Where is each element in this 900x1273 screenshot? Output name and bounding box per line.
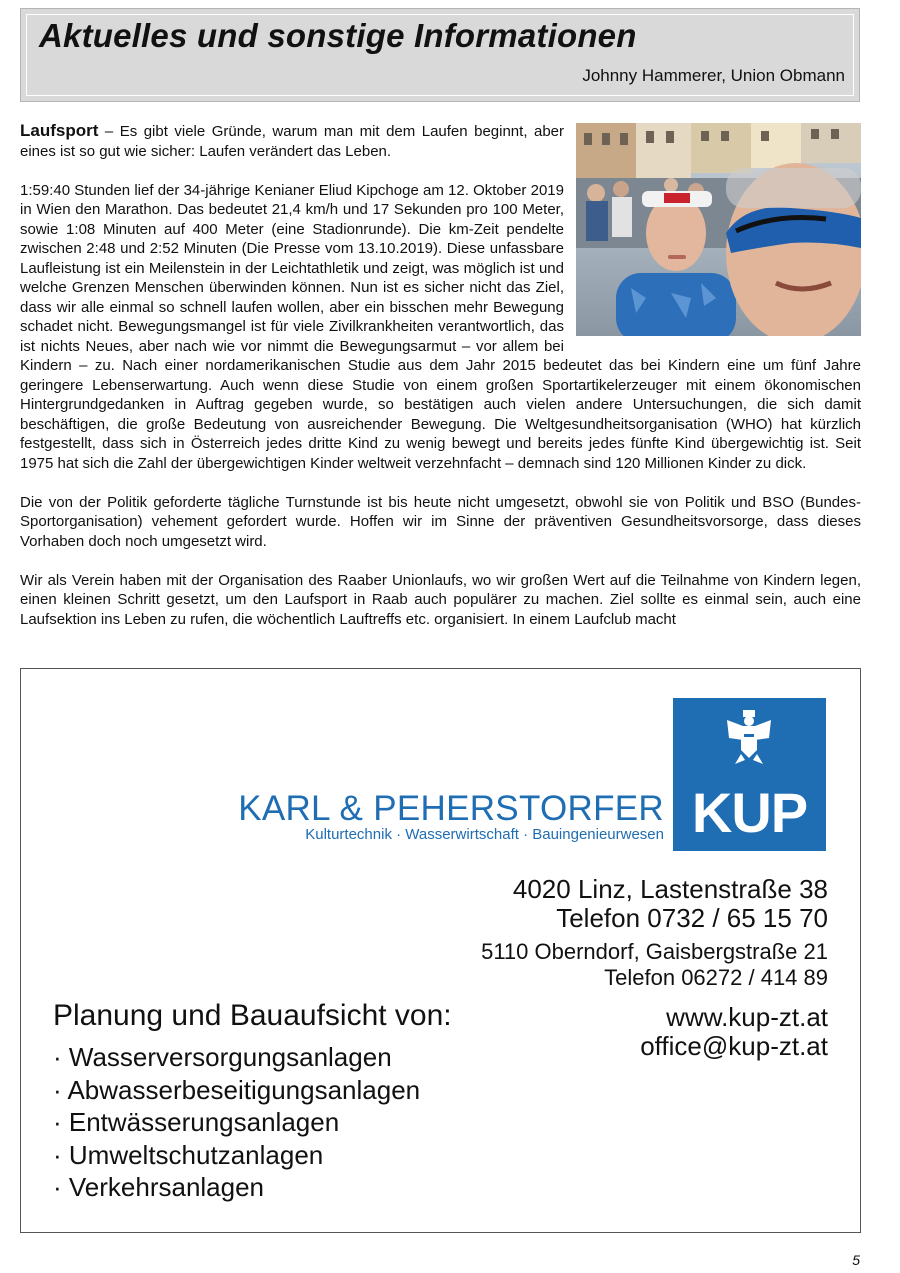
kup-logo xyxy=(673,698,826,851)
service-item: · Wasserversorgungsanlagen xyxy=(53,1042,392,1072)
header-banner xyxy=(20,8,860,102)
website-link[interactable]: www.kup-zt.at xyxy=(666,1002,828,1032)
services-list xyxy=(53,1041,420,1204)
austrian-eagle-icon xyxy=(723,710,775,766)
lead-word: Laufsport xyxy=(20,121,99,140)
author-line: Johnny Hammerer, Union Obmann xyxy=(582,66,845,85)
services-title: Planung und Bauaufsicht von: xyxy=(53,999,452,1032)
service-item: · Umweltschutzanlagen xyxy=(53,1139,324,1170)
marathon-selfie-photo xyxy=(576,123,861,336)
address-oberndorf: 5110 Oberndorf, Gaisbergstraße 21 xyxy=(481,939,828,964)
photo-illustration xyxy=(576,123,861,336)
article-paragraph-2: Die von der Politik geforderte tägliche Turnstunde ist bis heute nicht umgesetzt, obwohl sie von Politik und BSO (Bundes-Sportorganisation) vehement gefordert wurde. Hoffen wir im Sinne der präventiven Gesundheitsvorsorge, dass dieses Vorhaben doch noch umgesetzt wird. xyxy=(20,493,861,550)
kup-advertisement xyxy=(20,668,861,1233)
intro-text: – Es gibt viele Gründe, warum man mit dem Laufen beginnt, aber eines ist so gut wie sicher: Laufen verändert das Leben. xyxy=(20,123,564,160)
article-paragraph-3: Wir als Verein haben mit der Organisation des Raaber Unionlaufs, wo wir großen Wert auf die Teilnahme von Kindern legen, einen kleinen Schritt gesetzt, um den Laufsport in Raab auch populärer zu machen. Ziel sollte es einmal sein, auch eine Laufsektion ins Leben zu rufen, die wöchentlich Lauftreffs etc. organisiert. In einem Laufclub macht xyxy=(20,571,861,628)
page-title: Aktuelles und sonstige Informationen xyxy=(39,17,637,54)
article-body xyxy=(20,121,861,649)
phone-linz: Telefon 0732 / 65 15 70 xyxy=(556,903,828,933)
phone-oberndorf: Telefon 06272 / 414 89 xyxy=(604,965,828,990)
kup-letters: KUP xyxy=(691,781,808,844)
service-item: · Abwasserbeseitigungsanlagen xyxy=(53,1074,421,1105)
email-link[interactable]: office@kup-zt.at xyxy=(640,1031,828,1061)
page-number: 5 xyxy=(852,1252,860,1268)
service-item: · Entwässerungsanlagen xyxy=(53,1107,340,1137)
service-item: · Verkehrsanlagen xyxy=(53,1172,265,1202)
article-paragraph-1: 1:59:40 Stunden lief der 34-jährige Kenianer Eliud Kipchoge am 12. Oktober 2019 in Wien den Marathon. Das bedeutet 21,4 km/h und 17 Sekunden pro 100 Meter, sowie 1:08 Minuten auf 400 Meter (eine Stadionrunde). Die km-Zeit pendelte zwischen 2:48 und 2:52 Minuten (Die Presse vom 13.10.2019). Diese unfassbare Laufleistung ist ein Meilenstein in der Leichtathletik und zeigt, was möglich ist und welche Grenzen Menschen überwinden können. Nun ist es sicher nicht das Ziel, dass wir alle einmal so schnell laufen wollen, aber ein bisschen mehr Bewegung schadet nicht. Bewegungsmangel ist für viele Zivilkrankheiten verantwortlich, das ist nichts Neues, aber nach wie vor nimmt die Bewegungsarmut – vor allem bei Kindern – zu. Nach einer nordamerikanischen Studie aus dem Jahr 2015 bedeutet das bei Kindern eine um fünf Jahre geringere Lebenserwartung. Auch wenn diese Studie von einem großen Sportartikelerzeuger mit einem ökonomischen Hintergrundgedanken in Auftrag gegeben wurde, so bestätigen auch vielen andere Untersuchungen, die sich damit beschäftigen, die große Bedeutung von ausreichender Bewegung. Die Weltgesundheitsorganisation (WHO) hat kürzlich festgestellt, dass sich in Österreich jedes dritte Kind zu wenig bewegt und bereits jedes fünfte Kind übergewichtig ist. Seit 1975 hat sich die Zahl der übergewichtigen Kinder weltweit verzehnfacht – demnach sind 120 Millionen Kinder zu dick. xyxy=(20,181,861,472)
address-linz: 4020 Linz, Lastenstraße 38 xyxy=(512,874,828,904)
company-name: KARL & PEHERSTORFER xyxy=(238,789,664,828)
company-tagline: Kulturtechnik · Wasserwirtschaft · Bauingenieurwesen xyxy=(305,826,664,843)
